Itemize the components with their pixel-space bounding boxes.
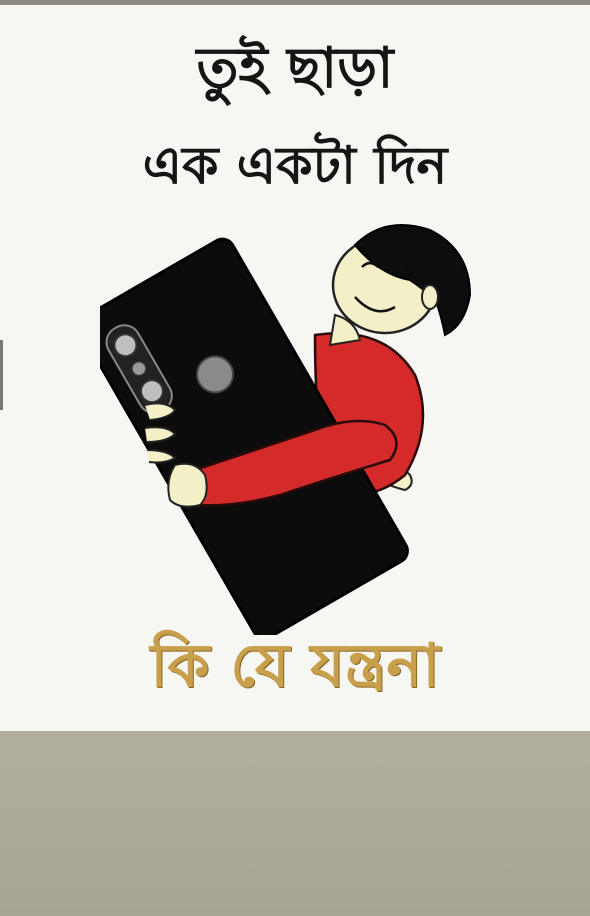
front-hand xyxy=(168,464,206,507)
left-fingers xyxy=(145,403,175,462)
ear xyxy=(422,285,438,309)
meme-image xyxy=(0,5,590,731)
left-edge-mark xyxy=(0,340,3,410)
bottom-background xyxy=(0,731,590,916)
caption-line-2: এক একটা দিন xyxy=(142,136,448,196)
caption-line-1: তুই ছাড়া xyxy=(196,36,394,101)
man-hugging-phone-illustration xyxy=(100,215,500,635)
caption-line-3: কি যে যন্ত্রনা xyxy=(150,631,440,701)
